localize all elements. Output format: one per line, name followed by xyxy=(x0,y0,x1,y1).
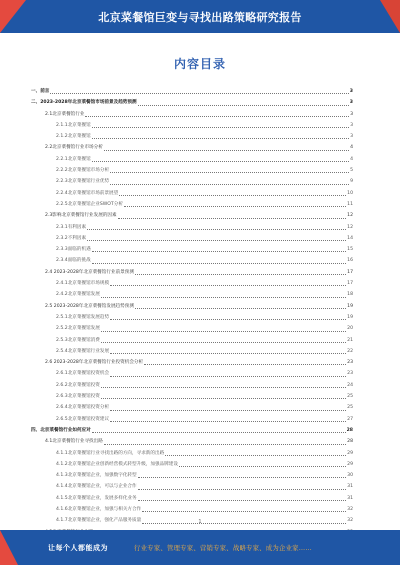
toc-leader-dots xyxy=(138,477,347,478)
toc-leader-dots xyxy=(101,297,346,298)
toc-entry-label: 2.6.2北京菜餐馆投资 xyxy=(56,382,100,388)
toc-entry-label: 2.2.5北京菜餐馆企业SWOT分析 xyxy=(56,201,123,207)
footer-red-triangle xyxy=(0,530,18,565)
toc-entry-page: 30 xyxy=(347,473,353,479)
toc-entry-page: 12 xyxy=(347,213,353,219)
toc-entry-label: 2.2.2北京菜餐馆市场分析 xyxy=(56,168,110,174)
toc-entry-page: 11 xyxy=(347,201,353,207)
toc-entry-page: 28 xyxy=(347,439,353,445)
toc-entry-label: 2.4.1北京菜餐馆市场规模 xyxy=(56,281,110,287)
toc-leader-dots xyxy=(50,93,348,94)
toc-leader-dots xyxy=(101,387,346,388)
toc-leader-dots xyxy=(144,364,346,365)
toc-subsection-entry[interactable] xyxy=(31,165,353,176)
toc-entry-page: 25 xyxy=(347,394,353,400)
toc-entry-page: 27 xyxy=(347,416,353,422)
toc-leader-dots xyxy=(138,489,347,490)
toc-entry-page: 23 xyxy=(347,360,353,366)
toc-entry-label: 4.1.7北京菜餐馆企业，强化产品服务质量 xyxy=(56,518,142,524)
toc-entry-label: 2.6.4北京菜餐馆投资分析 xyxy=(56,405,110,411)
footer-banner xyxy=(0,530,400,565)
toc-entry-page: 12 xyxy=(347,224,353,230)
toc-entry-label: 2.5.4北京菜餐馆行业发展 xyxy=(56,348,110,354)
toc-leader-dots xyxy=(87,229,346,230)
toc-subsection-entry[interactable] xyxy=(31,368,353,379)
toc-subsection-entry[interactable] xyxy=(31,199,353,210)
toc-section-entry[interactable] xyxy=(31,142,353,153)
toc-subsection-entry[interactable] xyxy=(31,402,353,413)
toc-subsection-entry[interactable] xyxy=(31,154,353,165)
toc-heading: 内容目录 xyxy=(173,57,226,71)
toc-section-entry[interactable] xyxy=(31,109,353,120)
toc-chapter-entry[interactable] xyxy=(31,86,353,97)
toc-leader-dots xyxy=(92,127,349,128)
toc-leader-dots xyxy=(101,342,346,343)
toc-subsection-entry[interactable] xyxy=(31,131,353,142)
toc-leader-dots xyxy=(179,466,346,467)
toc-leader-dots xyxy=(110,421,346,422)
toc-entry-label: 4.1.6北京菜餐馆企业，加强与相关方合作 xyxy=(56,506,142,512)
toc-entry-page: 10 xyxy=(347,190,353,196)
toc-entry-page: 17 xyxy=(347,269,353,275)
toc-subsection-entry[interactable] xyxy=(31,335,353,346)
toc-leader-dots xyxy=(104,150,349,151)
page-number: 1 xyxy=(198,519,202,525)
toc-leader-dots xyxy=(110,285,346,286)
toc-entry-page: 31 xyxy=(347,495,353,501)
report-title: 北京菜餐馆巨变与寻找出路策略研究报告 xyxy=(98,11,302,24)
toc-subsection-entry[interactable] xyxy=(31,278,353,289)
toc-subsection-entry[interactable] xyxy=(31,222,353,233)
toc-entry-label: 2.6 2023-2028年北京菜餐馆行业投资机会分析 xyxy=(45,360,144,366)
toc-leader-dots xyxy=(110,172,349,173)
toc-subsection-entry[interactable] xyxy=(31,255,353,266)
toc-entry-label: 二、2023-2028年北京菜餐馆市场前景及趋势预测 xyxy=(31,100,137,106)
toc-entry-page: 4 xyxy=(350,156,353,162)
footer-slogan: 让每个人都能成为 xyxy=(48,544,108,552)
toc-subsection-entry[interactable] xyxy=(31,380,353,391)
toc-leader-dots xyxy=(135,308,346,309)
toc-leader-dots xyxy=(101,398,346,399)
toc-entry-page: 3 xyxy=(349,89,353,94)
toc-leader-dots xyxy=(135,274,346,275)
toc-entry-label: 2.3.3面临的机遇 xyxy=(56,247,91,253)
toc-subsection-entry[interactable] xyxy=(31,481,353,492)
toc-entry-label: 2.2.3北京菜餐馆行业优势 xyxy=(56,179,110,185)
toc-entry-label: 2.3.2不利因素 xyxy=(56,235,87,241)
table-of-contents xyxy=(31,86,353,538)
toc-entry-label: 2.4.2北京菜餐馆发展 xyxy=(56,292,100,298)
toc-subsection-entry[interactable] xyxy=(31,323,353,334)
toc-entry-label: 4.1.2北京菜餐馆企业创新经营模式转型升级，加强品牌建设 xyxy=(56,461,178,467)
toc-subsection-entry[interactable] xyxy=(31,459,353,470)
toc-entry-page: 5 xyxy=(350,168,353,174)
toc-leader-dots xyxy=(110,319,346,320)
toc-entry-label: 4.1.4北京菜餐馆企业，可以与企业合作 xyxy=(56,484,137,490)
toc-leader-dots xyxy=(92,432,346,433)
toc-leader-dots xyxy=(138,500,347,501)
toc-subsection-entry[interactable] xyxy=(31,244,353,255)
toc-entry-page: 29 xyxy=(347,450,353,456)
toc-entry-label: 2.4 2023-2028年北京菜餐馆行业前景预测 xyxy=(45,269,134,275)
toc-entry-page: 18 xyxy=(347,292,353,298)
toc-entry-page: 19 xyxy=(347,314,353,320)
toc-leader-dots xyxy=(92,161,349,162)
toc-leader-dots xyxy=(92,263,346,264)
toc-entry-page: 16 xyxy=(347,258,353,264)
toc-entry-page: 3 xyxy=(349,100,353,106)
toc-chapter-entry[interactable] xyxy=(31,97,353,108)
toc-entry-page: 9 xyxy=(350,179,353,185)
toc-entry-label: 4.1.3北京菜餐馆企业，加强数字化转型 xyxy=(56,473,137,479)
toc-chapter-entry[interactable] xyxy=(31,425,353,436)
toc-subsection-entry[interactable] xyxy=(31,391,353,402)
toc-leader-dots xyxy=(110,410,346,411)
toc-leader-dots xyxy=(118,218,347,219)
toc-subsection-entry[interactable] xyxy=(31,448,353,459)
toc-entry-label: 2.2.1北京菜餐馆 xyxy=(56,156,91,162)
toc-leader-dots xyxy=(142,511,346,512)
toc-entry-page: 15 xyxy=(347,247,353,253)
toc-subsection-entry[interactable] xyxy=(31,233,353,244)
toc-leader-dots xyxy=(110,184,349,185)
toc-entry-label: 2.5.2北京菜餐馆发展 xyxy=(56,326,100,332)
toc-leader-dots xyxy=(87,240,346,241)
toc-entry-page: 22 xyxy=(347,348,353,354)
toc-entry-label: 四、北京菜餐馆行业如何应对 xyxy=(31,427,91,433)
toc-entry-label: 2.6.1北京菜餐馆投资机会 xyxy=(56,371,110,377)
toc-entry-page: 20 xyxy=(347,326,353,332)
toc-subsection-entry[interactable] xyxy=(31,120,353,131)
toc-entry-label: 2.1.2北京菜餐馆 xyxy=(56,134,91,140)
toc-subsection-entry[interactable] xyxy=(31,176,353,187)
toc-entry-label: 4.1北京菜餐馆行业寻找出路 xyxy=(45,439,103,445)
toc-entry-label: 4.1.5北京菜餐馆企业，发展多样化业务 xyxy=(56,495,137,501)
toc-entry-page: 28 xyxy=(346,427,353,433)
toc-entry-page: 21 xyxy=(347,337,353,343)
toc-subsection-entry[interactable] xyxy=(31,504,353,515)
toc-entry-page: 4 xyxy=(350,145,353,151)
toc-entry-label: 2.5.1北京菜餐馆发展趋势 xyxy=(56,314,110,320)
toc-subsection-entry[interactable] xyxy=(31,493,353,504)
toc-section-entry[interactable] xyxy=(31,267,353,278)
toc-entry-label: 2.5 2023-2028年北京菜餐馆发展趋势预测 xyxy=(45,303,134,309)
toc-entry-label: 一、前言 xyxy=(31,89,50,94)
toc-entry-label: 2.1.1北京菜餐馆 xyxy=(56,122,91,128)
toc-leader-dots xyxy=(165,455,346,456)
toc-entry-label: 2.1北京菜餐馆行业 xyxy=(45,111,85,117)
toc-entry-page: 3 xyxy=(350,134,353,140)
toc-section-entry[interactable] xyxy=(31,210,353,221)
toc-subsection-entry[interactable] xyxy=(31,188,353,199)
toc-entry-page: 17 xyxy=(347,281,353,287)
toc-entry-label: 2.5.3北京菜餐馆消费 xyxy=(56,337,100,343)
toc-subsection-entry[interactable] xyxy=(31,414,353,425)
toc-entry-label: 2.6.3北京菜餐馆投资 xyxy=(56,394,100,400)
toc-subsection-entry[interactable] xyxy=(31,312,353,323)
header-banner xyxy=(0,0,400,33)
toc-entry-page: 32 xyxy=(347,506,353,512)
toc-entry-page: 31 xyxy=(347,484,353,490)
toc-leader-dots xyxy=(110,376,346,377)
toc-leader-dots xyxy=(104,444,346,445)
toc-leader-dots xyxy=(119,195,346,196)
toc-entry-page: 29 xyxy=(347,461,353,467)
toc-entry-label: 2.3.4面临的挑战 xyxy=(56,258,91,264)
toc-leader-dots xyxy=(92,138,349,139)
footer-tags: 行业专家、管理专家、营销专家、战略专家、成为企业家…… xyxy=(134,544,312,552)
toc-subsection-entry[interactable] xyxy=(31,346,353,357)
toc-entry-page: 24 xyxy=(347,382,353,388)
toc-leader-dots xyxy=(101,331,346,332)
toc-leader-dots xyxy=(124,206,346,207)
toc-entry-label: 2.2.4北京菜餐馆市场前景展望 xyxy=(56,190,119,196)
toc-section-entry[interactable] xyxy=(31,301,353,312)
toc-entry-page: 19 xyxy=(347,303,353,309)
toc-entry-page: 25 xyxy=(347,405,353,411)
toc-entry-page: 32 xyxy=(347,518,353,524)
toc-entry-page: 14 xyxy=(347,235,353,241)
toc-entry-label: 2.2北京菜餐馆行业市场分析 xyxy=(45,145,103,151)
toc-entry-label: 4.1.1北京菜餐馆行业寻找出路的方向，寻求新的出路 xyxy=(56,450,165,456)
toc-entry-page: 3 xyxy=(350,122,353,128)
toc-leader-dots xyxy=(138,105,349,106)
toc-subsection-entry[interactable] xyxy=(31,470,353,481)
toc-entry-page: 3 xyxy=(350,111,353,117)
toc-entry-label: 2.3影响北京菜餐馆行业发展的因素 xyxy=(45,213,117,219)
toc-entry-label: 2.3.1有利因素 xyxy=(56,224,87,230)
toc-entry-page: 23 xyxy=(347,371,353,377)
toc-subsection-entry[interactable] xyxy=(31,289,353,300)
toc-entry-label: 2.6.5北京菜餐馆投资建议 xyxy=(56,416,110,422)
toc-leader-dots xyxy=(92,251,346,252)
toc-leader-dots xyxy=(110,353,346,354)
toc-section-entry[interactable] xyxy=(31,436,353,447)
toc-section-entry[interactable] xyxy=(31,357,353,368)
toc-leader-dots xyxy=(85,116,349,117)
